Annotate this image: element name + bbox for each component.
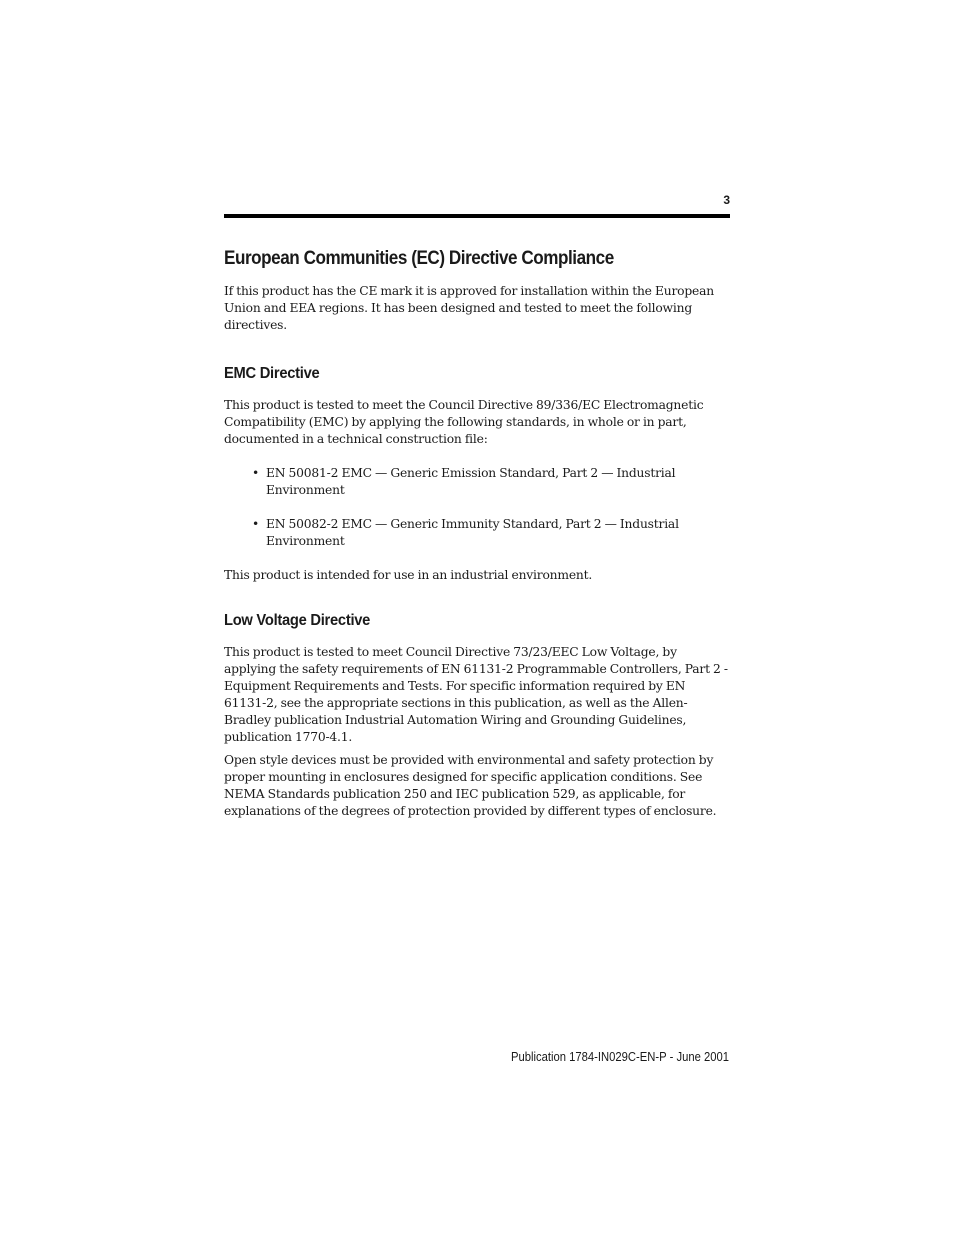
list-item bbox=[252, 516, 730, 550]
bullet-icon: • bbox=[252, 517, 260, 531]
emc-intro-paragraph: This product is tested to meet the Council Directive 89/336/EC Electromagnetic Compatibility (EMC) by applying the following standards, in whole or in part, documented in a technical construction file: bbox=[224, 398, 704, 446]
emc-standards-list bbox=[224, 465, 730, 550]
list-item-text: EN 50082-2 EMC — Generic Immunity Standard, Part 2 — Industrial Environment bbox=[266, 517, 679, 548]
bullet-icon: • bbox=[252, 466, 260, 480]
header-rule bbox=[224, 214, 730, 218]
list-item bbox=[252, 465, 730, 499]
publication-footer: Publication 1784-IN029C-EN-P - June 2001 bbox=[510, 1050, 729, 1064]
page-number: 3 bbox=[723, 193, 730, 207]
ec-directive-heading: European Communities (EC) Directive Compliance bbox=[224, 248, 614, 269]
ec-intro-paragraph: If this product has the CE mark it is approved for installation within the European Union and EEA regions. It has been designed and tested to meet the following directives. bbox=[224, 284, 714, 332]
emc-directive-heading: EMC Directive bbox=[224, 365, 320, 382]
low-voltage-directive-heading: Low Voltage Directive bbox=[224, 612, 371, 629]
list-item-text: EN 50081-2 EMC — Generic Emission Standard, Part 2 — Industrial Environment bbox=[266, 466, 676, 497]
low-voltage-paragraph-1: This product is tested to meet Council Directive 73/23/EEC Low Voltage, by applying the safety requirements of EN 61131-2 Programmable Controllers, Part 2 - Equipment Requirements and Tests. For specific information required by EN 61131-2, see the appropriate sections in this publication, as well as the Allen-Bradley publication Industrial Automation Wiring and Grounding Guidelines, publication 1770-4.1. bbox=[224, 645, 728, 744]
page-content bbox=[224, 246, 730, 820]
low-voltage-paragraph-2: Open style devices must be provided with environmental and safety protection by proper mounting in enclosures designed for specific application conditions. See NEMA Standards publication 250 and IEC publication 529, as applicable, for explanations of the degrees of protection provided by different types of enclosure. bbox=[224, 753, 717, 818]
emc-closing-paragraph: This product is intended for use in an industrial environment. bbox=[224, 568, 593, 582]
